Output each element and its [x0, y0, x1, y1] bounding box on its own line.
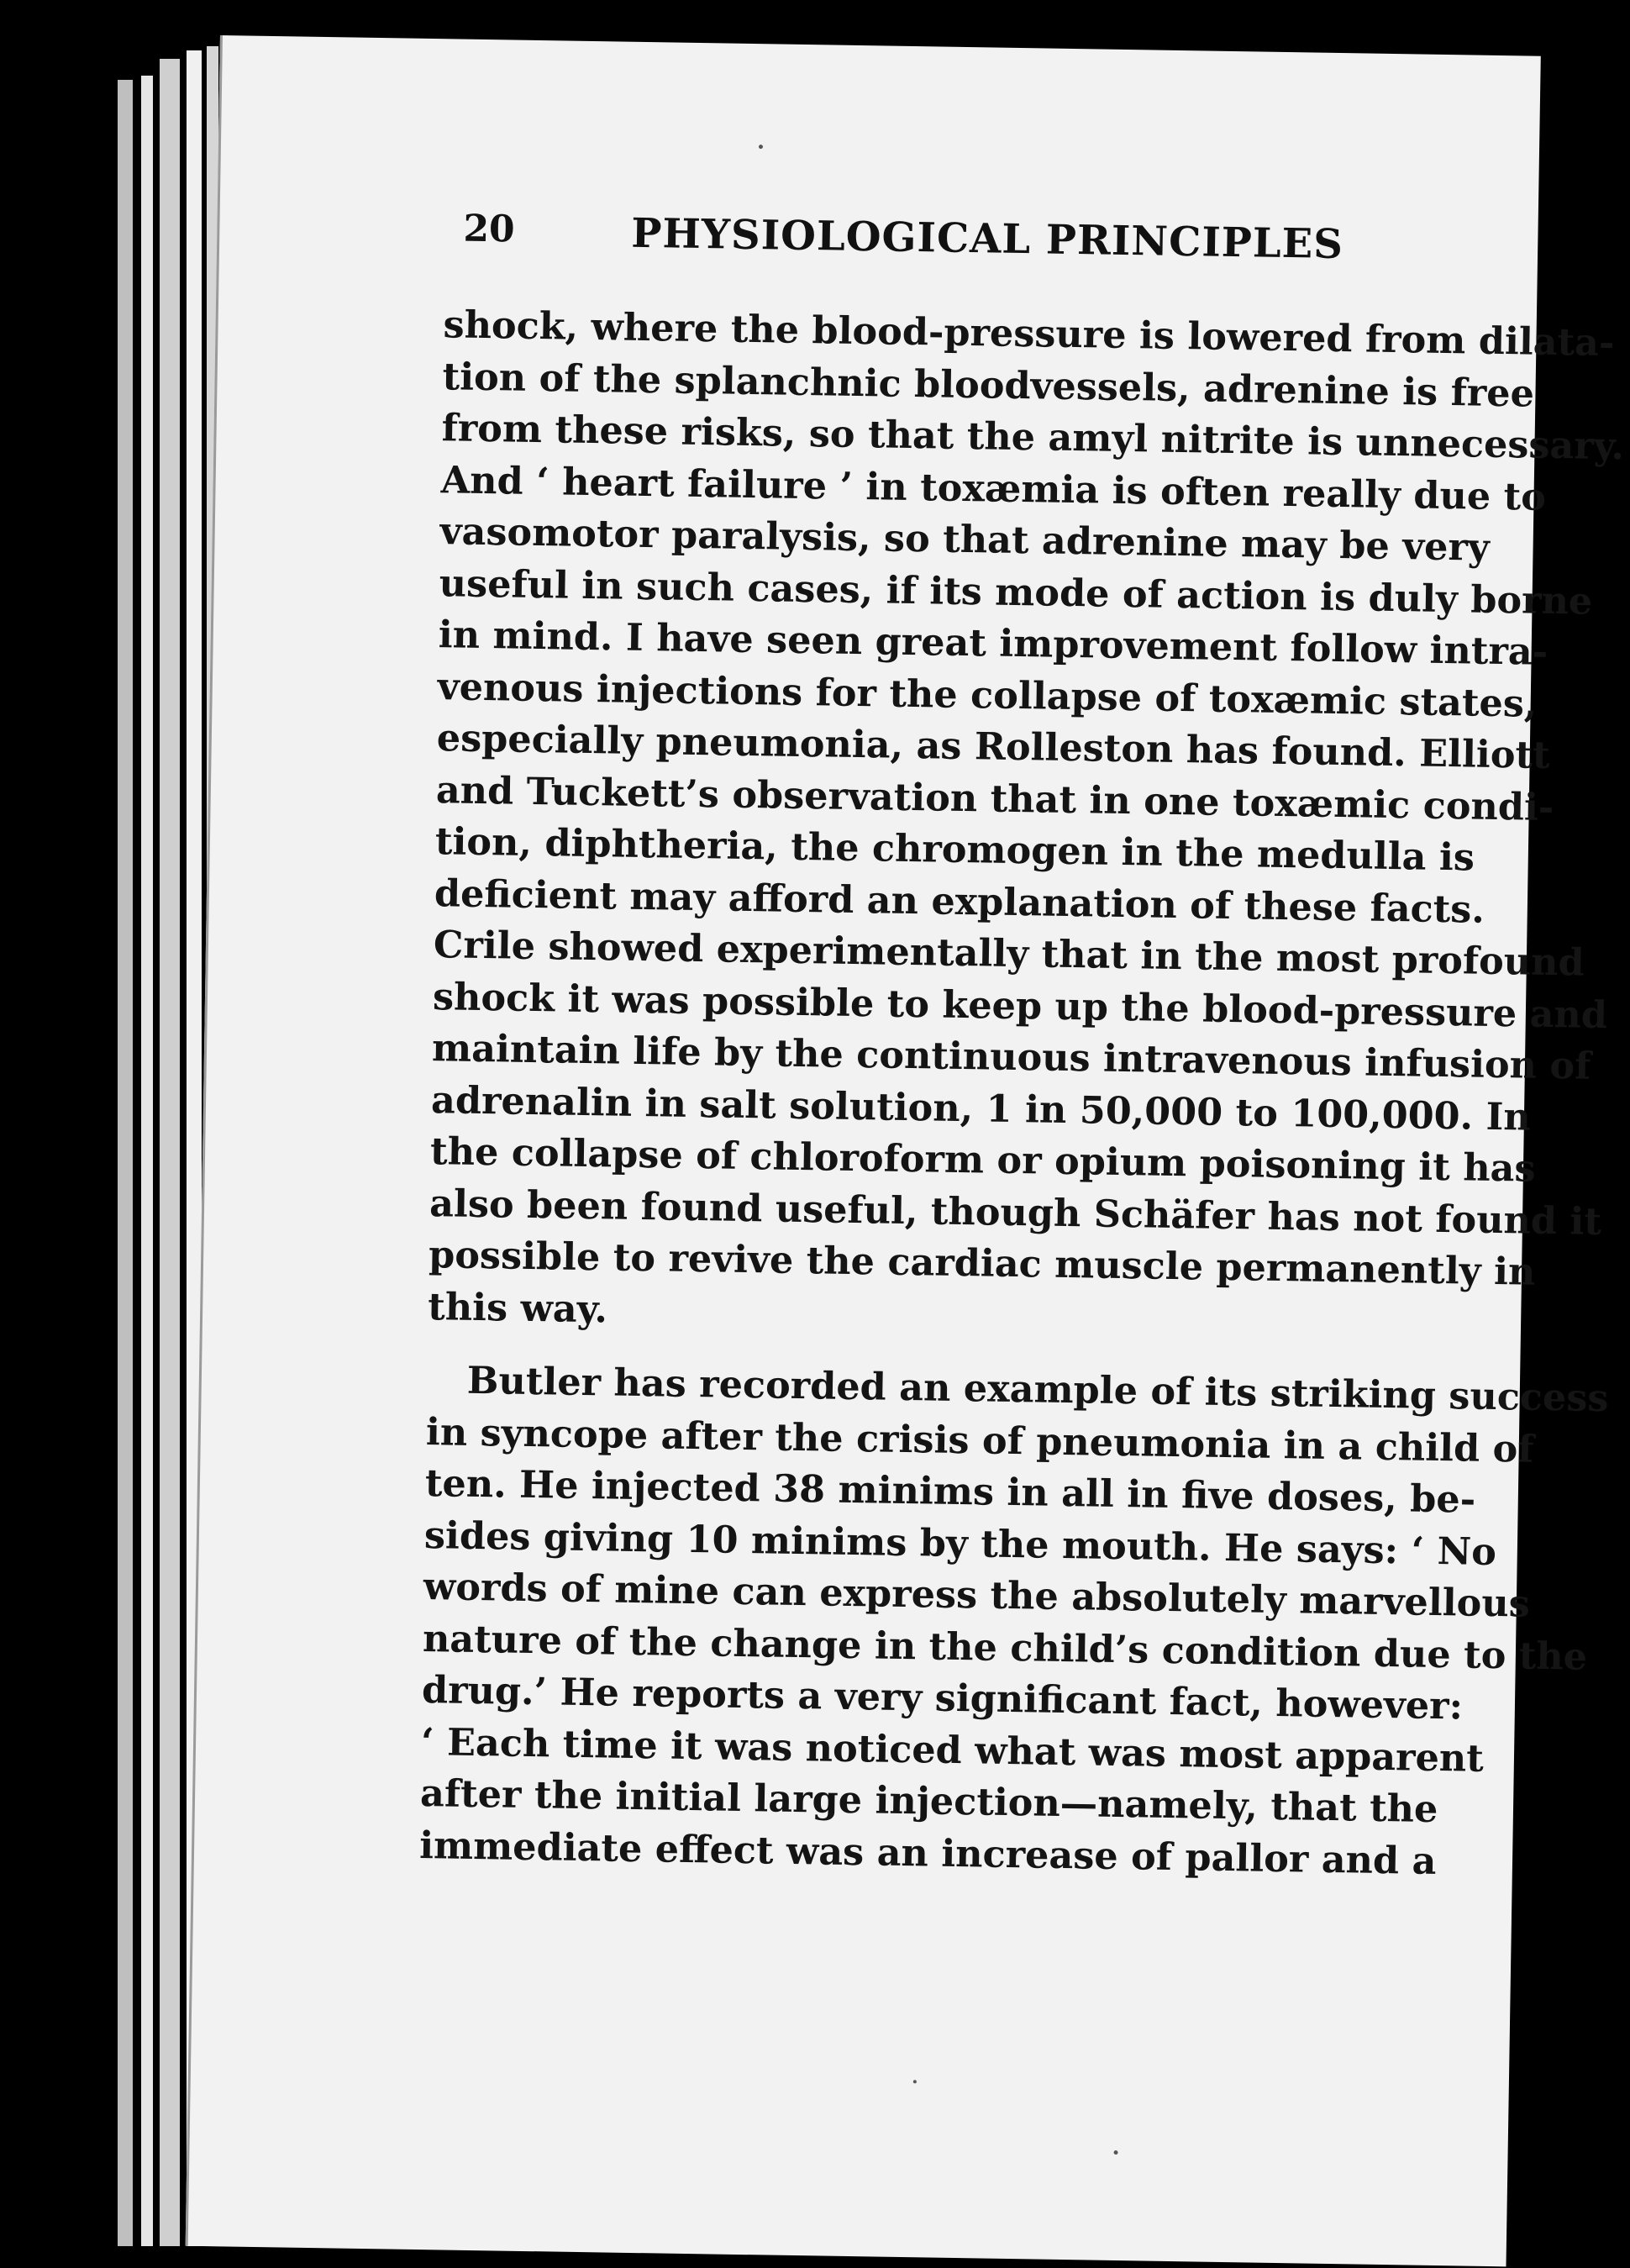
text-line: shock it was possible to keep up the blood-pressure and [432, 974, 1608, 1037]
text-line: in mind. I have seen great improvement follow intra- [438, 613, 1548, 674]
text-line: sides giving 10 minims by the mouth. He says: ‘ No [423, 1513, 1497, 1574]
text-line: maintain life by the continuous intravenous infusion of [431, 1026, 1591, 1088]
text-line: tion of the splanchnic bloodvessels, adrenine is free [442, 354, 1535, 416]
running-head [463, 208, 1354, 289]
text-line: nature of the change in the child’s condition due to the [422, 1616, 1588, 1679]
text-line: drug.’ He reports a very significant fact, however: [421, 1668, 1464, 1729]
text-line: in syncope after the crisis of pneumonia in a child of [425, 1409, 1534, 1471]
book-page [186, 35, 1625, 2266]
text-line: venous injections for the collapse of toxæmic states, [437, 664, 1538, 726]
text-line: useful in such cases, if its mode of action is duly borne [439, 560, 1593, 624]
text-line: And ‘ heart failure ’ in toxæmia is often really due to [440, 457, 1547, 519]
book-edge-strip [160, 59, 180, 2246]
running-title: PHYSIOLOGICAL PRINCIPLES [630, 209, 1344, 269]
text-line: the collapse of chloroform or opium poisoning it has [429, 1129, 1536, 1191]
text-line: deficient may afford an explanation of these facts. [434, 871, 1485, 932]
text-line: tion, diphtheria, the chromogen in the medulla is [434, 819, 1475, 880]
text-line: Crile showed experimentally that in the most profound [433, 923, 1585, 985]
page-surface [186, 35, 1625, 2266]
paragraph [418, 1355, 1609, 1887]
text-line: after the initial large injection—namely, that the [419, 1771, 1438, 1832]
text-line: vasomotor paralysis, so that adrenine may be very [439, 509, 1491, 570]
paper-speck [913, 2080, 917, 2083]
text-line: also been found useful, though Schäfer has not found it [429, 1181, 1602, 1244]
text-line: this way. [427, 1284, 608, 1331]
text-line: immediate effect was an increase of pallor and a [418, 1823, 1437, 1883]
paper-speck [1114, 2150, 1118, 2155]
text-line: ‘ Each time it was noticed what was most apparent [420, 1719, 1485, 1781]
text-line: shock, where the blood-pressure is lowered from dilata- [443, 303, 1615, 366]
text-line: especially pneumonia, as Rolleston has found. Elliott [436, 716, 1551, 777]
text-line: words of mine can express the absolutely marvellous [423, 1565, 1531, 1626]
text-line: ten. He injected 38 minims in all in five doses, be- [424, 1461, 1476, 1522]
book-edge-strip [141, 76, 153, 2246]
paper-speck [759, 145, 763, 149]
paragraph [427, 299, 1625, 1349]
text-line: adrenalin in salt solution, 1 in 50,000 to 100,000. In [430, 1077, 1532, 1139]
text-line: from these risks, so that the amyl nitrite is unnecessary. [441, 406, 1625, 469]
text-line: and Tuckett’s observation that in one toxæmic condi- [435, 767, 1554, 829]
book-edge-strip [118, 80, 133, 2246]
text-line: Butler has recorded an example of its striking success [466, 1358, 1609, 1421]
body-text [418, 299, 1625, 1886]
text-line: possible to revive the cardiac muscle permanently in [428, 1233, 1536, 1294]
page-number: 20 [463, 207, 516, 251]
